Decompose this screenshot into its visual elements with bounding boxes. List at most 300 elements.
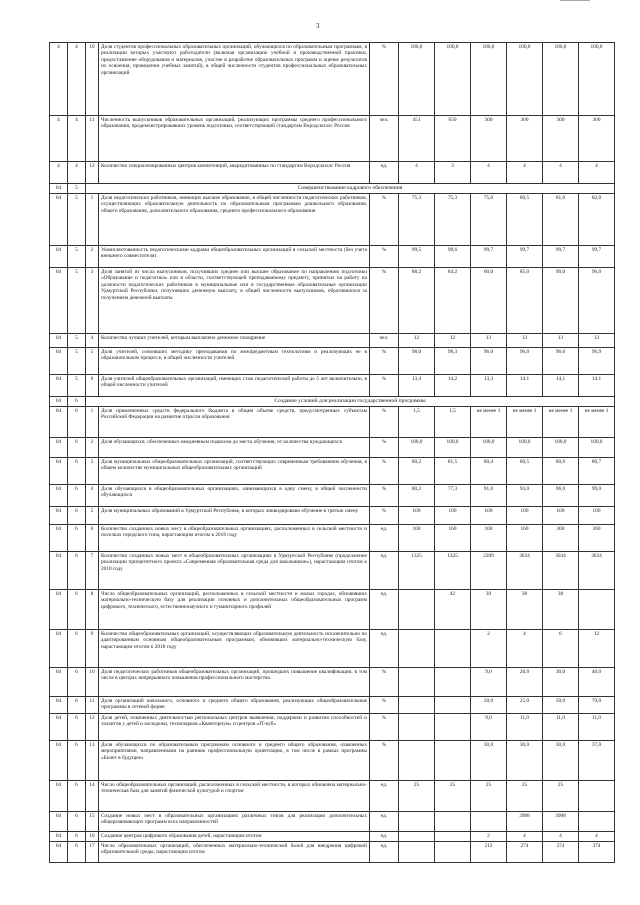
value-cell: 98,3 — [435, 347, 471, 374]
value-cell: 3 — [435, 162, 471, 184]
value-cell: 160 — [471, 524, 507, 551]
unit-cell: % — [370, 374, 399, 396]
value-cell: 3034 — [507, 551, 543, 589]
value-cell: 300 — [543, 116, 579, 162]
unit-cell: ед. — [370, 811, 399, 831]
value-cell — [471, 811, 507, 831]
value-cell: 30,0 — [507, 740, 543, 780]
section-title: Создание условий для реализации государственной программы — [86, 396, 615, 406]
value-cell: 100 — [399, 506, 435, 524]
value-cell: не менее 1 — [507, 406, 543, 437]
table-row — [50, 524, 615, 551]
code-cell: 5 — [68, 267, 86, 333]
code-cell: 4 — [86, 333, 99, 347]
value-cell: 80,5 — [507, 193, 543, 245]
code-cell: 4 — [50, 116, 68, 162]
indicator-name: Численность выпускников образовательных организаций, реализующих программы среднего профессионального образования, продемонстрировавших уровень подготовки, соответствующий стандартам Ворлдскиллс Россия — [99, 116, 370, 162]
value-cell: 37,0 — [579, 740, 615, 780]
unit-cell: ед. — [370, 831, 399, 841]
value-cell: 9,0 — [471, 713, 507, 740]
value-cell: 80,7 — [579, 457, 615, 484]
table-row — [50, 406, 615, 437]
code-cell: 16 — [86, 831, 99, 841]
unit-cell: % — [370, 457, 399, 484]
code-cell: 5 — [68, 193, 86, 245]
value-cell: 4 — [579, 831, 615, 841]
value-cell: 12 — [435, 333, 471, 347]
indicator-name: Доля учителей, освоивших методику преподавания по межпредметным технологиям и реализующих ее в образовательном процессе, в общей численности учителей — [99, 347, 370, 374]
indicator-name: Число общеобразовательных организаций, расположенных в сельской местности, в которых обновлена материально-техническая база для занятий физической культурой и спортом — [99, 780, 370, 811]
unit-cell: % — [370, 713, 399, 740]
unit-cell: ед. — [370, 780, 399, 811]
value-cell — [399, 589, 435, 629]
code-cell: 5 — [68, 347, 86, 374]
value-cell: 2 — [471, 629, 507, 667]
section-row — [50, 396, 615, 406]
code-cell: 6 — [68, 831, 86, 841]
code-cell: 6 — [68, 524, 86, 551]
section-title: Совершенствование кадрового обеспечения — [86, 184, 615, 194]
unit-cell: % — [370, 740, 399, 780]
value-cell: 4 — [543, 162, 579, 184]
indicator-name: Доля обучающихся, обеспеченных ежедневным подвозом до места обучения, от количества нуждающихся — [99, 437, 370, 457]
code-cell: 04 — [50, 267, 68, 333]
value-cell: 14,2 — [435, 374, 471, 396]
value-cell: 100 — [471, 506, 507, 524]
code-cell: 1 — [86, 193, 99, 245]
value-cell: 2209 — [471, 551, 507, 589]
indicator-name: Создание центров цифрового образования детей, нарастающим итогом — [99, 831, 370, 841]
value-cell — [435, 831, 471, 841]
code-cell: 04 — [50, 506, 68, 524]
value-cell: 99,7 — [579, 245, 615, 267]
value-cell: 99,7 — [507, 245, 543, 267]
code-cell: 04 — [50, 524, 68, 551]
unit-cell: ед. — [370, 524, 399, 551]
value-cell: 13,4 — [399, 374, 435, 396]
table-row — [50, 193, 615, 245]
section-row — [50, 184, 615, 194]
table-row — [50, 457, 615, 484]
table-row — [50, 780, 615, 811]
value-cell — [435, 629, 471, 667]
code-cell: 04 — [50, 589, 68, 629]
value-cell: 13,3 — [471, 374, 507, 396]
code-cell: 5 — [68, 333, 86, 347]
code-cell: 6 — [68, 457, 86, 484]
value-cell: 4 — [399, 162, 435, 184]
table-row — [50, 333, 615, 347]
value-cell: 3034 — [579, 551, 615, 589]
value-cell: 82,0 — [579, 193, 615, 245]
value-cell: 14,1 — [507, 374, 543, 396]
table-row — [50, 245, 615, 267]
value-cell — [579, 780, 615, 811]
table-row — [50, 841, 615, 862]
value-cell: 100 — [435, 506, 471, 524]
value-cell: 3908 — [543, 811, 579, 831]
value-cell: 98,6 — [435, 245, 471, 267]
value-cell: 160 — [435, 524, 471, 551]
code-cell: 04 — [50, 484, 68, 506]
value-cell — [435, 667, 471, 696]
unit-cell: ед. — [370, 551, 399, 589]
table-row — [50, 551, 615, 589]
value-cell: 81,5 — [435, 457, 471, 484]
value-cell: 12 — [579, 629, 615, 667]
value-cell — [399, 629, 435, 667]
value-cell: 25 — [471, 780, 507, 811]
code-cell: 5 — [86, 506, 99, 524]
value-cell: 39 — [471, 589, 507, 629]
code-cell: 04 — [50, 347, 68, 374]
table-row — [50, 437, 615, 457]
value-cell: 96,0 — [471, 347, 507, 374]
value-cell: 100 — [543, 506, 579, 524]
code-cell: 4 — [68, 116, 86, 162]
code-cell: 6 — [68, 396, 86, 406]
code-cell: 4 — [68, 43, 86, 116]
code-cell: 04 — [50, 696, 68, 713]
code-cell: 10 — [86, 667, 99, 696]
value-cell: 1,5 — [435, 406, 471, 437]
table-row — [50, 831, 615, 841]
indicator-name: Укомплектованность педагогическими кадрами общеобразовательных организаций в сельской местности (без учета внешнего совместителя) — [99, 245, 370, 267]
value-cell: 100,0 — [435, 43, 471, 116]
code-cell: 6 — [68, 667, 86, 696]
indicator-name: Число образовательных организаций, обеспеченных материально-технической базой для внедрения цифровой образовательной среды, нарастающим итогом — [99, 841, 370, 862]
value-cell: 160 — [399, 524, 435, 551]
value-cell: 80,4 — [471, 457, 507, 484]
table-row — [50, 740, 615, 780]
value-cell: 100 — [507, 506, 543, 524]
indicator-name: Доля муниципальных общеобразовательных организаций, соответствующих современным требованиям обучения, в общем количестве муниципальных общеобразовательных организаций — [99, 457, 370, 484]
value-cell: 360 — [543, 524, 579, 551]
value-cell: 3034 — [543, 551, 579, 589]
unit-cell: ед. — [370, 629, 399, 667]
value-cell — [399, 713, 435, 740]
value-cell: 99,5 — [399, 245, 435, 267]
value-cell: 300 — [471, 116, 507, 162]
value-cell: 160 — [507, 524, 543, 551]
code-cell: 12 — [86, 162, 99, 184]
value-cell: 20,0 — [507, 667, 543, 696]
value-cell: 13 — [579, 333, 615, 347]
value-cell: 3908 — [507, 811, 543, 831]
code-cell: 6 — [68, 696, 86, 713]
code-cell: 6 — [68, 713, 86, 740]
unit-cell: чел. — [370, 333, 399, 347]
code-cell: 2 — [86, 245, 99, 267]
value-cell: не менее 1 — [471, 406, 507, 437]
indicator-name: Количество специализированных центров компетенций, аккредитованных по стандартам Ворлдскиллс Россия — [99, 162, 370, 184]
code-cell: 4 — [50, 162, 68, 184]
value-cell — [579, 589, 615, 629]
code-cell: 04 — [50, 184, 68, 194]
code-cell: 04 — [50, 667, 68, 696]
indicator-name: Доля детей, охваченных деятельностью региональных центров выявления, поддержки и развития способностей и талантов у детей и молодежи, технопарков «Кванториум» и центров «IT-куб» — [99, 713, 370, 740]
unit-cell: ед. — [370, 841, 399, 862]
indicator-name: Доля обучающихся в общеобразовательных организациях, занимающихся в одну смену, в общей численности обучающихся — [99, 484, 370, 506]
value-cell: 90,0 — [543, 267, 579, 333]
value-cell: 20,0 — [471, 696, 507, 713]
value-cell: 93,0 — [507, 484, 543, 506]
value-cell: 100,0 — [399, 437, 435, 457]
table-row — [50, 506, 615, 524]
code-cell: 4 — [50, 43, 68, 116]
table-row — [50, 629, 615, 667]
value-cell: 75,3 — [399, 193, 435, 245]
code-cell: 04 — [50, 811, 68, 831]
code-cell: 04 — [50, 437, 68, 457]
code-cell: 6 — [68, 811, 86, 831]
value-cell: 274 — [507, 841, 543, 862]
value-cell: 360 — [579, 524, 615, 551]
value-cell: 6 — [543, 629, 579, 667]
indicator-name: Количество общеобразовательных организаций, осуществляющих образовательную деятельность исключительно по адаптированным основным общеобразовательным программам, обновивших материально-техническую базу, нарастающим итогом к 2018 году — [99, 629, 370, 667]
value-cell: 80,2 — [399, 484, 435, 506]
value-cell: 374 — [543, 841, 579, 862]
value-cell: 100,0 — [579, 437, 615, 457]
code-cell: 04 — [50, 629, 68, 667]
value-cell: 12 — [399, 333, 435, 347]
value-cell: 25 — [435, 780, 471, 811]
value-cell: 100,0 — [471, 437, 507, 457]
unit-cell: % — [370, 437, 399, 457]
unit-cell: % — [370, 696, 399, 713]
value-cell: 374 — [579, 841, 615, 862]
value-cell: 77,3 — [435, 484, 471, 506]
indicator-name: Доля педагогических работников общеобразовательных организаций, прошедших повышение квалификации, в том числе в центрах непрерывного повышения профессионального мастерства — [99, 667, 370, 696]
code-cell: 04 — [50, 831, 68, 841]
value-cell: 4 — [543, 831, 579, 841]
value-cell: 4 — [579, 162, 615, 184]
value-cell: 42 — [435, 589, 471, 629]
code-cell: 04 — [50, 457, 68, 484]
value-cell: 14,1 — [543, 374, 579, 396]
value-cell: 4 — [507, 629, 543, 667]
value-cell: 99,7 — [543, 245, 579, 267]
table-row — [50, 162, 615, 184]
value-cell: 40,0 — [579, 667, 615, 696]
value-cell — [399, 811, 435, 831]
value-cell: 25,0 — [507, 696, 543, 713]
code-cell: 04 — [50, 551, 68, 589]
value-cell — [399, 740, 435, 780]
value-cell — [435, 811, 471, 831]
value-cell: 451 — [399, 116, 435, 162]
page-number: 3 — [316, 22, 320, 30]
code-cell: 04 — [50, 374, 68, 396]
value-cell: 11,0 — [543, 713, 579, 740]
table-row — [50, 667, 615, 696]
indicator-name: Количество лучших учителей, которым выплачено денежное поощрение — [99, 333, 370, 347]
value-cell: не менее 1 — [543, 406, 579, 437]
value-cell: 100,0 — [579, 43, 615, 116]
value-cell: 11,0 — [507, 713, 543, 740]
value-cell: 70,0 — [579, 696, 615, 713]
value-cell: 30,0 — [543, 667, 579, 696]
indicator-name: Доля обучающихся по образовательным программам основного и среднего общего образования, охваченных мероприятиями, направленными на раннюю профессиональную ориентацию, в том числе в рамках программы «Билет в будущее» — [99, 740, 370, 780]
code-cell: 04 — [50, 333, 68, 347]
indicators-table — [49, 42, 615, 863]
unit-cell: % — [370, 406, 399, 437]
code-cell: 04 — [50, 841, 68, 862]
indicator-name: Количество созданных новых мест в общеобразовательных организациях в Удмуртской Республике (продолжение реализации приоритетного проекта «Современная образовательная среда для школьников»), нарастающим итогом к 2018 году — [99, 551, 370, 589]
code-cell: 04 — [50, 245, 68, 267]
value-cell: 212 — [471, 841, 507, 862]
code-cell: 4 — [68, 162, 86, 184]
value-cell: 1325 — [435, 551, 471, 589]
code-cell: 4 — [86, 484, 99, 506]
value-cell: 60,0 — [471, 267, 507, 333]
value-cell: 88,2 — [399, 267, 435, 333]
table-row — [50, 347, 615, 374]
code-cell: 9 — [86, 629, 99, 667]
value-cell: 96,6 — [543, 347, 579, 374]
code-cell: 5 — [68, 184, 86, 194]
value-cell: 1325 — [399, 551, 435, 589]
code-cell: 6 — [68, 629, 86, 667]
value-cell: 650 — [435, 116, 471, 162]
value-cell: 75,3 — [435, 193, 471, 245]
value-cell — [435, 713, 471, 740]
indicator-name: Доля занятой из числа выпускников, получивших среднее или высшее образование по направлению подготовки «Образование и педагогика» или в области, соответствующей преподаваемому предмету, принятых на работу на должности педагогических работников в муниципальные или в государственные образовательные организации Удмуртской Республики, получивших денежную выплату, в общей численности выпускников, обратившихся за получением денежной выплаты — [99, 267, 370, 333]
value-cell: 38 — [507, 589, 543, 629]
unit-cell: % — [370, 245, 399, 267]
value-cell: 75,0 — [471, 193, 507, 245]
indicator-name: Количество созданных новых мест в общеобразовательных организациях, расположенных в сельской местности и поселках городского типа, нарастающим итогом к 2018 году — [99, 524, 370, 551]
value-cell: 11,0 — [579, 713, 615, 740]
value-cell: 99,0 — [579, 484, 615, 506]
value-cell: 100,0 — [543, 437, 579, 457]
value-cell: 300 — [507, 116, 543, 162]
table-row — [50, 267, 615, 333]
value-cell: 81,0 — [543, 193, 579, 245]
code-cell: 1 — [86, 406, 99, 437]
value-cell — [399, 667, 435, 696]
code-cell: 6 — [68, 740, 86, 780]
unit-cell: % — [370, 484, 399, 506]
indicator-name: Доля привлеченных средств федерального бюджета в общем объеме средств, предусмотренных субъектам Российской Федерации на развитие отрасли образования — [99, 406, 370, 437]
value-cell: 13 — [471, 333, 507, 347]
value-cell: 80,6 — [543, 457, 579, 484]
value-cell — [435, 696, 471, 713]
value-cell: 80,2 — [399, 457, 435, 484]
value-cell: 2 — [471, 831, 507, 841]
unit-cell: % — [370, 193, 399, 245]
unit-cell: % — [370, 667, 399, 696]
value-cell: 98,0 — [399, 347, 435, 374]
code-cell: 6 — [68, 437, 86, 457]
value-cell: 50,0 — [543, 696, 579, 713]
value-cell: 25 — [507, 780, 543, 811]
code-cell: 11 — [86, 696, 99, 713]
value-cell: 100,0 — [435, 437, 471, 457]
code-cell: 10 — [86, 43, 99, 116]
value-cell: 99,7 — [471, 245, 507, 267]
code-cell: 04 — [50, 396, 68, 406]
value-cell: 96,0 — [579, 267, 615, 333]
table-row — [50, 116, 615, 162]
value-cell: 100,0 — [507, 437, 543, 457]
code-cell: 04 — [50, 780, 68, 811]
code-cell: 04 — [50, 193, 68, 245]
value-cell: 14,1 — [579, 374, 615, 396]
table-row — [50, 43, 615, 116]
value-cell: 100,0 — [507, 43, 543, 116]
code-cell: 6 — [68, 484, 86, 506]
value-cell: 80,5 — [507, 457, 543, 484]
code-cell: 04 — [50, 406, 68, 437]
table-row — [50, 713, 615, 740]
value-cell: 85,0 — [507, 267, 543, 333]
value-cell: 84,2 — [435, 267, 471, 333]
unit-cell: % — [370, 267, 399, 333]
unit-cell: ед. — [370, 589, 399, 629]
scan-mark — [560, 0, 590, 1]
value-cell: 100,0 — [399, 43, 435, 116]
code-cell: 6 — [68, 406, 86, 437]
table-row — [50, 374, 615, 396]
value-cell — [579, 811, 615, 831]
value-cell: 9,0 — [471, 667, 507, 696]
value-cell: 13 — [543, 333, 579, 347]
value-cell — [399, 831, 435, 841]
value-cell: 100,0 — [543, 43, 579, 116]
code-cell: 5 — [68, 245, 86, 267]
value-cell: 38 — [543, 589, 579, 629]
code-cell: 17 — [86, 841, 99, 862]
unit-cell: % — [370, 506, 399, 524]
value-cell: 100 — [579, 506, 615, 524]
unit-cell: % — [370, 347, 399, 374]
value-cell: 300 — [579, 116, 615, 162]
code-cell: 6 — [86, 524, 99, 551]
indicator-name: Доля муниципальных образований в Удмуртской Республике, в которых ликвидировано обучение в третью смену — [99, 506, 370, 524]
code-cell: 3 — [86, 457, 99, 484]
value-cell: 100,0 — [471, 43, 507, 116]
value-cell: 96,0 — [507, 347, 543, 374]
code-cell: 7 — [86, 551, 99, 589]
code-cell: 12 — [86, 713, 99, 740]
code-cell: 3 — [86, 267, 99, 333]
code-cell: 04 — [50, 713, 68, 740]
code-cell: 14 — [86, 780, 99, 811]
indicator-name: Доля организаций начального, основного и среднего общего образования, реализующих общеобразовательные программы в сетевой форме — [99, 696, 370, 713]
table-row — [50, 696, 615, 713]
value-cell: 91,0 — [471, 484, 507, 506]
indicator-name: Число общеобразовательных организаций, расположенных в сельской местности и малых городах, обновивших материально-техническую базу для реализации основных и дополнительных общеобразовательных программ цифрового, технического, естественнонаучного и гуманитарного профилей — [99, 589, 370, 629]
unit-cell: чел. — [370, 116, 399, 162]
code-cell: 6 — [68, 780, 86, 811]
value-cell: не менее 1 — [579, 406, 615, 437]
value-cell — [435, 841, 471, 862]
code-cell: 5 — [86, 347, 99, 374]
code-cell: 13 — [86, 740, 99, 780]
value-cell: 13 — [507, 333, 543, 347]
value-cell: 1,5 — [399, 406, 435, 437]
value-cell — [399, 696, 435, 713]
code-cell: 15 — [86, 811, 99, 831]
code-cell: 8 — [86, 589, 99, 629]
code-cell: 6 — [68, 589, 86, 629]
code-cell: 2 — [86, 437, 99, 457]
code-cell: 6 — [68, 551, 86, 589]
code-cell: 11 — [86, 116, 99, 162]
value-cell: 4 — [507, 162, 543, 184]
indicator-name: Доля студентов профессиональных образовательных организаций, обучающихся по образовательным программам, в реализации которых участвуют работодатели (включая организацию учебной и производственной практики, предоставление оборудования и материалов, участие в разработке образовательных программ и оценке результатов их освоения, проведении учебных занятий), в общей численности студентов профессиональных образовательных организаций — [99, 43, 370, 116]
